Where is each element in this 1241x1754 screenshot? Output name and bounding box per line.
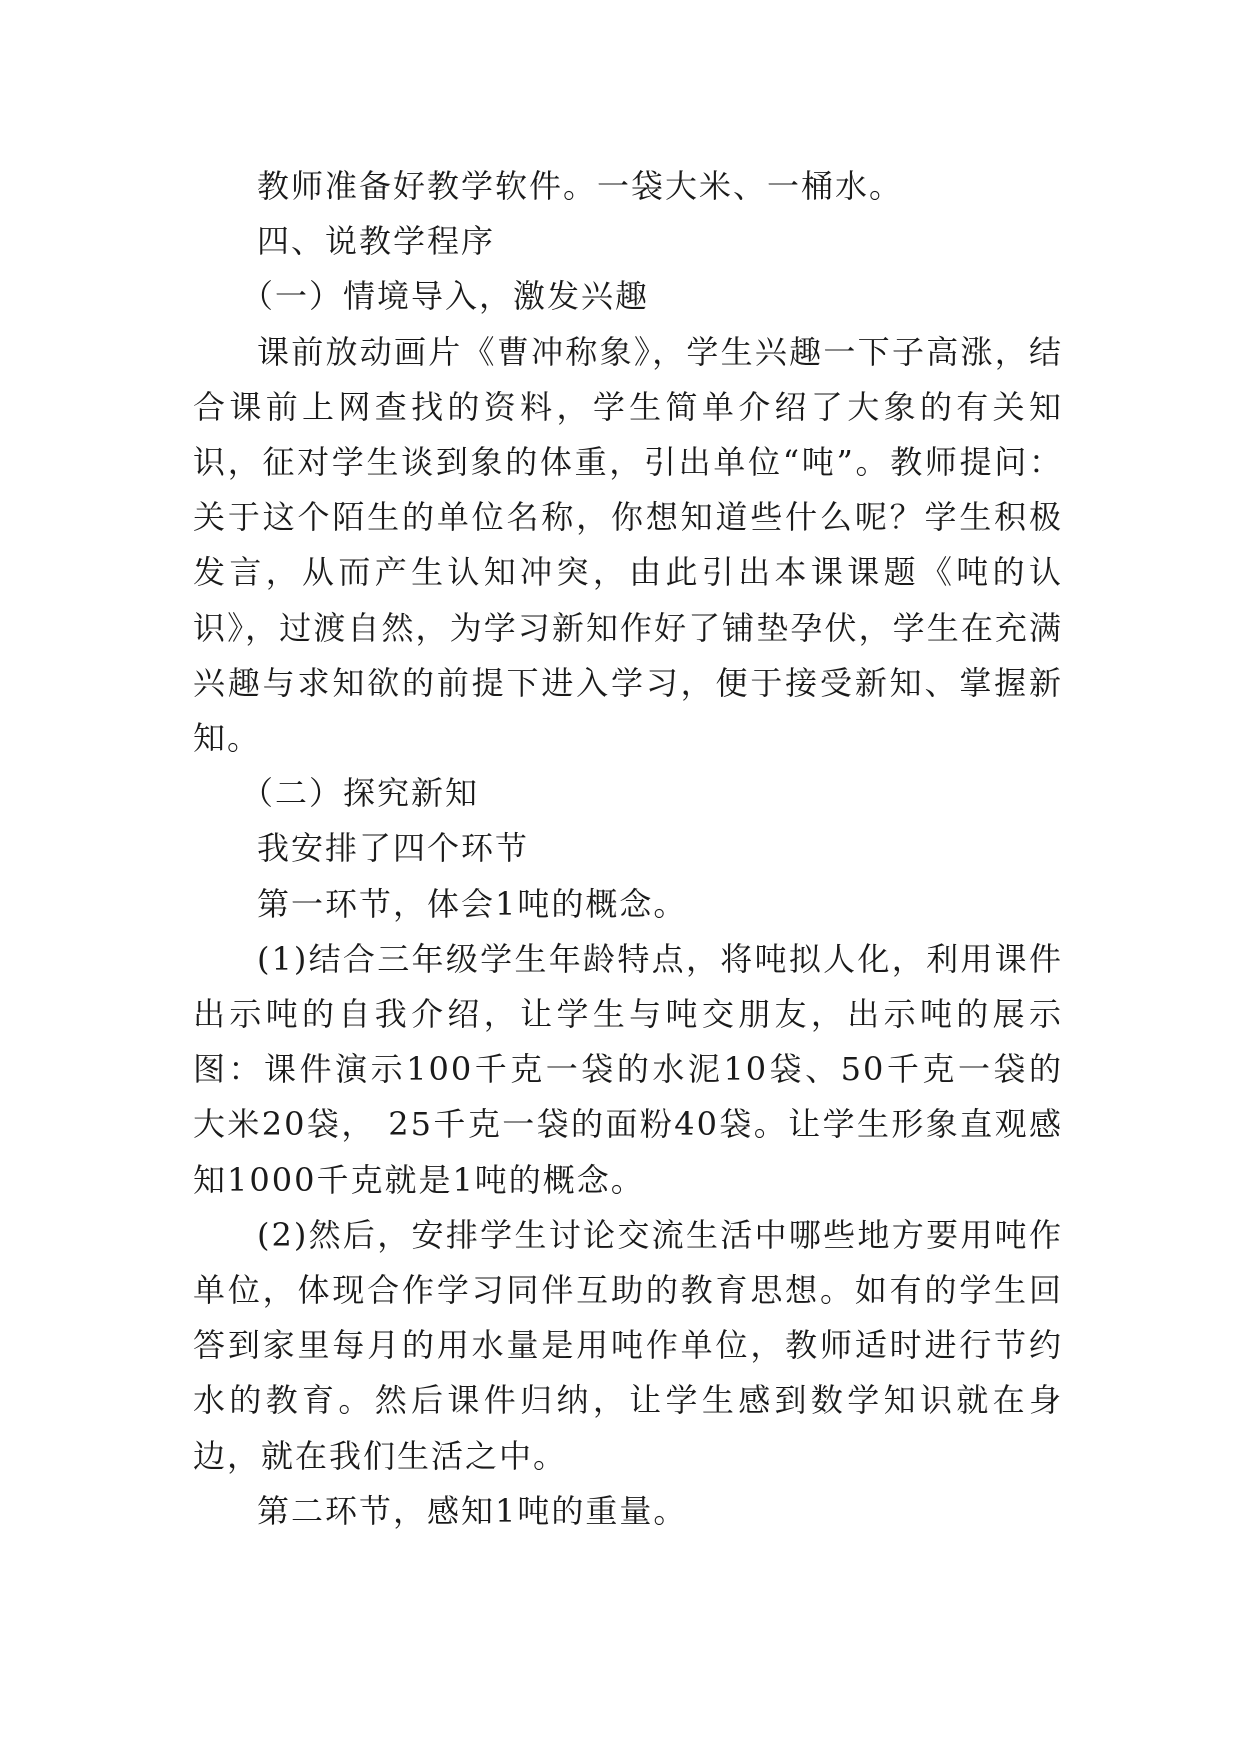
paragraph-intro: 课前放动画片《曹冲称象》，学生兴趣一下子高涨，结合课前上网查找的资料，学生简单介绍了大象的有关知识，征对学生谈到象的体重，引出单位“吨”。教师提问：关于这个陌生的单位名称，你想知道些什么呢？学生积极发言，从而产生认知冲突，由此引出本课课题《吨的认识》，过渡自然，为学习新知作好了铺垫孕伏，学生在充满兴趣与求知欲的前提下进入学习，便于接受新知、掌握新知。: [193, 332, 1063, 758]
subheading-situation-intro: （一）情境导入，激发兴趣: [241, 277, 650, 316]
paragraph-step-one-item-2: (2)然后，安排学生讨论交流生活中哪些地方要用吨作单位，体现合作学习同伴互助的教育思想。如有的学生回答到家里每月的用水量是用吨作单位，教师适时进行节约水的教育。然后课件归纳，让学生感到数学知识就在身边，就在我们生活之中。: [193, 1215, 1063, 1475]
section-heading-teaching-procedure: 四、说教学程序: [257, 222, 496, 261]
body-text: [193, 159, 1063, 1539]
paragraph-step-one-item-1: (1)结合三年级学生年龄特点，将吨拟人化，利用课件出示吨的自我介绍，让学生与吨交朋友，出示吨的展示图：课件演示100千克一袋的水泥10袋、50千克一袋的大米20袋， 25千克一袋的面粉40袋。让学生形象直观感知1000千克就是1吨的概念。: [193, 939, 1063, 1199]
paragraph-step-two: 第二环节，感知1吨的重量。: [257, 1491, 688, 1530]
paragraph-preparation: 教师准备好教学软件。一袋大米、一桶水。: [257, 167, 904, 205]
subheading-explore-new-knowledge: （二）探究新知: [241, 774, 480, 813]
paragraph-four-steps: 我安排了四个环节: [257, 829, 530, 868]
paragraph-step-one: 第一环节，体会1吨的概念。: [257, 884, 688, 923]
